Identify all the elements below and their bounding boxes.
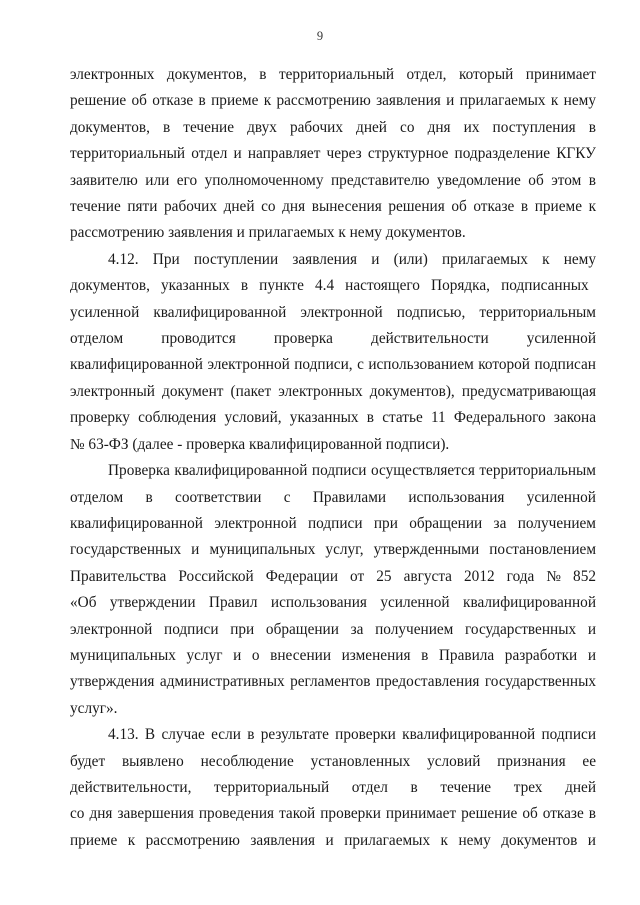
text-line: «Об утверждении Правил использования усиленной квалифицированной [70,594,597,612]
text-line: рассмотрению заявления и прилагаемых к нему документов. [70,224,466,242]
text-line: 4.12. При поступлении заявления и (или) прилагаемых к нему [108,250,596,268]
text-line: решение об отказе в приеме к рассмотрению заявления и прилагаемых к нему [70,92,596,110]
text-line: заявителю или его уполномоченному представителю уведомление об этом в [70,171,596,189]
text-line: документов, указанных в пункте 4.4 настоящего Порядка, подписанных [70,277,589,295]
paragraph-4-13 [70,722,596,854]
page-number: 9 [316,29,324,43]
text-line: действительности, территориальный отдел в течение трех дней [70,778,597,796]
document-body [70,62,596,854]
text-line: электронной подписи при обращении за получением государственных и [70,620,597,638]
text-line: течение пяти рабочих дней со дня вынесения решения об отказе в приеме к [70,198,596,216]
text-line: услуг». [70,699,118,717]
text-line: электронных документов, в территориальный отдел, который принимает [70,66,596,83]
text-line: муниципальных услуг и о внесении изменения в Правила разработки и [70,646,597,664]
text-line: электронный документ (пакет электронных документов), предусматривающая [70,382,596,400]
text-line: Проверка квалифицированной подписи осуществляется территориальным [108,462,596,480]
paragraph-4-12 [70,247,596,458]
text-line: квалифицированной электронной подписи при обращении за получением [70,514,596,532]
text-line: отделом в соответствии с Правилами использования усиленной [70,488,596,506]
text-line: отделом проводится проверка действительности усиленной [70,330,597,348]
text-line: приеме к рассмотрению заявления и прилагаемых к нему документов и [70,831,596,849]
text-line: государственных и муниципальных услуг, утвержденными постановлением [70,541,597,559]
text-line: проверку соблюдения условий, указанных в статье 11 Федерального закона [70,409,597,427]
text-line: 4.13. В случае если в результате проверки квалифицированной подписи [108,726,597,744]
text-line: № 63-ФЗ (далее - проверка квалифицированной подписи). [70,435,450,453]
paragraph-4-11-continuation [70,62,596,247]
text-line: территориальный отдел и направляет через структурное подразделение КГКУ [70,145,596,163]
text-line: Правительства Российской Федерации от 25 августа 2012 года № 852 [70,567,596,585]
text-line: утверждения административных регламентов предоставления государственных [70,673,597,691]
paragraph-signature-check [70,458,596,722]
text-line: со дня завершения проведения такой проверки принимает решение об отказе в [70,805,596,823]
text-line: будет выявлено несоблюдение установленных условий признания ее [70,752,597,770]
text-line: документов, в течение двух рабочих дней со дня их поступления в [70,118,597,136]
text-line: квалифицированной электронной подписи, с использованием которой подписан [70,356,596,374]
text-line: усиленной квалифицированной электронной подписью, территориальным [70,303,596,321]
